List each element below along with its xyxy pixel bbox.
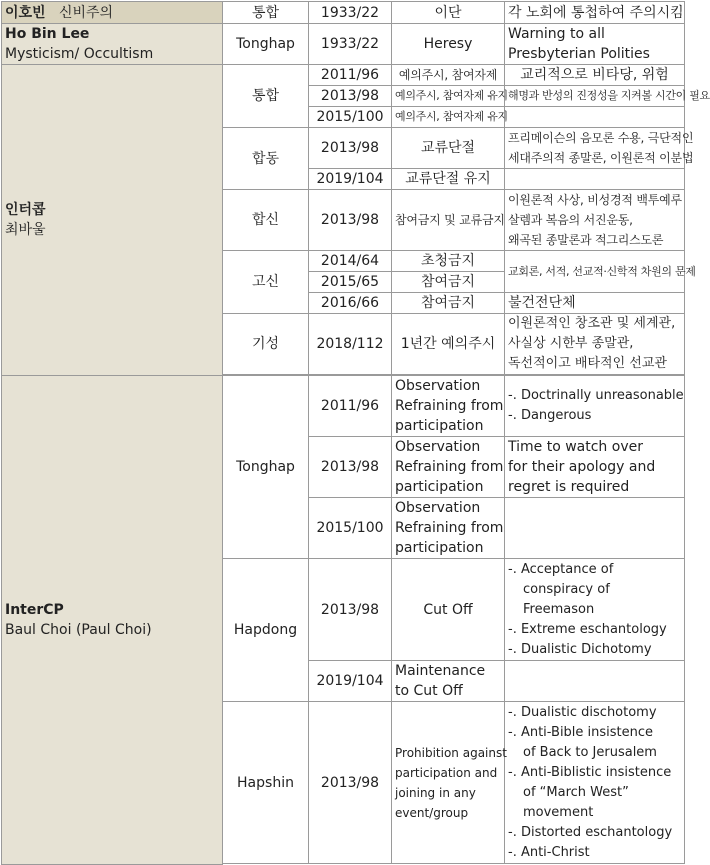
note-cell: [505, 437, 685, 498]
decision-cell: 참여금지 및 교류금지: [392, 190, 505, 251]
decision-cell: [392, 437, 505, 498]
table-row: [2, 2, 685, 24]
decision-cell: 예의주시, 참여자제 유지: [392, 107, 505, 128]
decision-line: to Cut Off: [395, 683, 463, 699]
note-line: 사실상 시한부 종말관,: [508, 336, 634, 351]
denom-cell: Tonghap: [223, 24, 309, 65]
decision-cell: [392, 376, 505, 437]
decision-line: Observation: [395, 439, 481, 455]
year-cell: 1933/22: [309, 24, 392, 65]
note-line: regret is required: [508, 479, 630, 495]
decision-cell: [392, 661, 505, 702]
note-line: Freemason: [523, 601, 595, 617]
note-cell: [505, 128, 694, 169]
decision-cell: 교류단절: [392, 128, 505, 169]
year-cell: 2015/65: [309, 272, 392, 293]
note-line: -. Anti-Biblistic insistence: [508, 764, 672, 780]
decision-line: participation: [395, 418, 484, 434]
note-line: of “March West”: [523, 784, 629, 800]
note-line: -. Distorted eschantology: [508, 824, 673, 840]
person-name-en: Baul Choi (Paul Choi): [5, 621, 152, 638]
year-cell: 2016/66: [309, 293, 392, 314]
note-line: Time to watch over: [508, 439, 643, 455]
year-cell: 2014/64: [309, 251, 392, 272]
year-cell: 2019/104: [309, 661, 392, 702]
decision-line: joining in any: [395, 785, 476, 800]
note-line: -. Anti-Christ: [508, 844, 590, 860]
year-cell: 2013/98: [309, 190, 392, 251]
decision-line: Prohibition against: [395, 745, 507, 760]
year-cell: 2018/112: [309, 314, 392, 375]
decision-cell: [392, 498, 505, 559]
note-line: Warning to all: [508, 26, 605, 42]
note-cell: [505, 661, 685, 702]
note-cell: [505, 702, 685, 864]
person-name-en: Ho Bin Lee: [5, 26, 90, 42]
note-cell: [505, 24, 685, 65]
note-cell: [505, 498, 685, 559]
table-row: [2, 376, 685, 437]
note-line: -. Dualistic Dichotomy: [508, 641, 652, 657]
note-line: conspiracy of: [523, 581, 610, 597]
decision-line: participation: [395, 540, 484, 556]
year-cell: 2015/100: [309, 498, 392, 559]
denom-cell: Hapshin: [223, 702, 309, 864]
note-line: for their apology and: [508, 459, 656, 475]
note-line: 프리메이슨의 음모론 수용, 극단적인: [508, 131, 694, 145]
decision-cell: 예의주시, 참여자제 유지: [392, 86, 505, 107]
note-line: -. Dualistic dischotomy: [508, 704, 657, 720]
note-cell: [505, 376, 685, 437]
year-cell: 1933/22: [309, 2, 392, 24]
note-line: 이원론적인 창조관 및 세계관,: [508, 316, 676, 331]
denom-cell: 고신: [223, 251, 309, 314]
note-line: -. Acceptance of: [508, 561, 614, 577]
intercop-ko-cell: [2, 65, 223, 376]
decision-line: event/group: [395, 805, 469, 820]
group-name-en: Mysticism/ Occultism: [5, 46, 154, 62]
note-cell: [505, 190, 685, 251]
note-cell: 교회론, 서적, 선교적·신학적 차원의 문제: [505, 251, 685, 293]
decision-cell: 참여금지: [392, 272, 505, 293]
note-line: -. Doctrinally unreasonable: [508, 388, 684, 403]
table-row: [2, 24, 685, 65]
table-row: [2, 65, 685, 86]
decision-cell: 교류단절 유지: [392, 169, 505, 190]
note-line: 세대주의적 종말론, 이원론적 이분법: [508, 151, 694, 165]
year-cell: 2013/98: [309, 559, 392, 661]
person-name: 이호빈: [5, 4, 46, 21]
denom-cell: 합동: [223, 128, 309, 190]
note-cell: [505, 314, 685, 375]
note-cell: 각 노회에 통첩하여 주의시킴: [505, 2, 685, 24]
note-line: -. Extreme eschantology: [508, 621, 667, 637]
decision-cell: 이단: [392, 2, 505, 24]
decision-line: Observation: [395, 500, 481, 516]
note-line: movement: [523, 804, 594, 820]
person-cell-en: [2, 24, 223, 65]
denom-cell: 합신: [223, 190, 309, 251]
year-cell: 2013/98: [309, 86, 392, 107]
note-cell: 교리적으로 비타당, 위험: [505, 65, 685, 86]
heresy-decisions-table: [1, 1, 710, 865]
year-cell: 2011/96: [309, 65, 392, 86]
intercp-en-cell: [2, 376, 223, 865]
note-line: of Back to Jerusalem: [523, 744, 657, 760]
denom-cell: Hapdong: [223, 559, 309, 702]
year-cell: 2013/98: [309, 702, 392, 864]
year-cell: 2013/98: [309, 437, 392, 498]
year-cell: 2015/100: [309, 107, 392, 128]
note-cell: [505, 107, 685, 128]
decision-cell: 1년간 예의주시: [392, 314, 505, 375]
person-cell-ko: [2, 2, 223, 24]
org-name-en: InterCP: [5, 601, 64, 618]
decision-line: Observation: [395, 378, 481, 394]
decision-line: participation: [395, 479, 484, 495]
note-line: -. Dangerous: [508, 408, 592, 423]
note-line: -. Anti-Bible insistence: [508, 724, 654, 740]
group-name: 신비주의: [58, 4, 114, 21]
note-line: 살렘과 복음의 서진운동,: [508, 213, 633, 227]
decision-cell: Heresy: [392, 24, 505, 65]
year-cell: 2011/96: [309, 376, 392, 437]
decision-line: Refraining from: [395, 459, 504, 475]
person-name-ko: 최바울: [5, 222, 46, 238]
decision-line: Maintenance: [395, 663, 486, 679]
denom-cell: 기성: [223, 314, 309, 375]
note-line: 왜곡된 종말론과 적그리스도론: [508, 233, 664, 247]
note-cell: 해명과 반성의 진정성을 지켜볼 시간이 필요: [505, 86, 685, 107]
note-cell: [505, 169, 685, 190]
note-cell: [505, 559, 685, 661]
decision-line: Refraining from: [395, 520, 504, 536]
note-line: 이원론적 사상, 비성경적 백투예루: [508, 193, 682, 207]
decision-line: participation and: [395, 765, 498, 780]
decision-cell: Cut Off: [392, 559, 505, 661]
decision-cell: [392, 702, 505, 864]
denom-cell: 통합: [223, 2, 309, 24]
decision-cell: 참여금지: [392, 293, 505, 314]
spacer: [223, 864, 685, 865]
decision-cell: 초청금지: [392, 251, 505, 272]
decision-cell: 예의주시, 참여자제: [392, 65, 505, 86]
note-line: 독선적이고 배타적인 선교관: [508, 356, 667, 371]
note-line: Presbyterian Polities: [508, 46, 650, 62]
year-cell: 2019/104: [309, 169, 392, 190]
year-cell: 2013/98: [309, 128, 392, 169]
decision-line: Refraining from: [395, 398, 504, 414]
denom-cell: 통합: [223, 65, 309, 128]
note-cell: 불건전단체: [505, 293, 685, 314]
org-name-ko: 인터콥: [5, 202, 46, 218]
denom-cell: Tonghap: [223, 376, 309, 559]
